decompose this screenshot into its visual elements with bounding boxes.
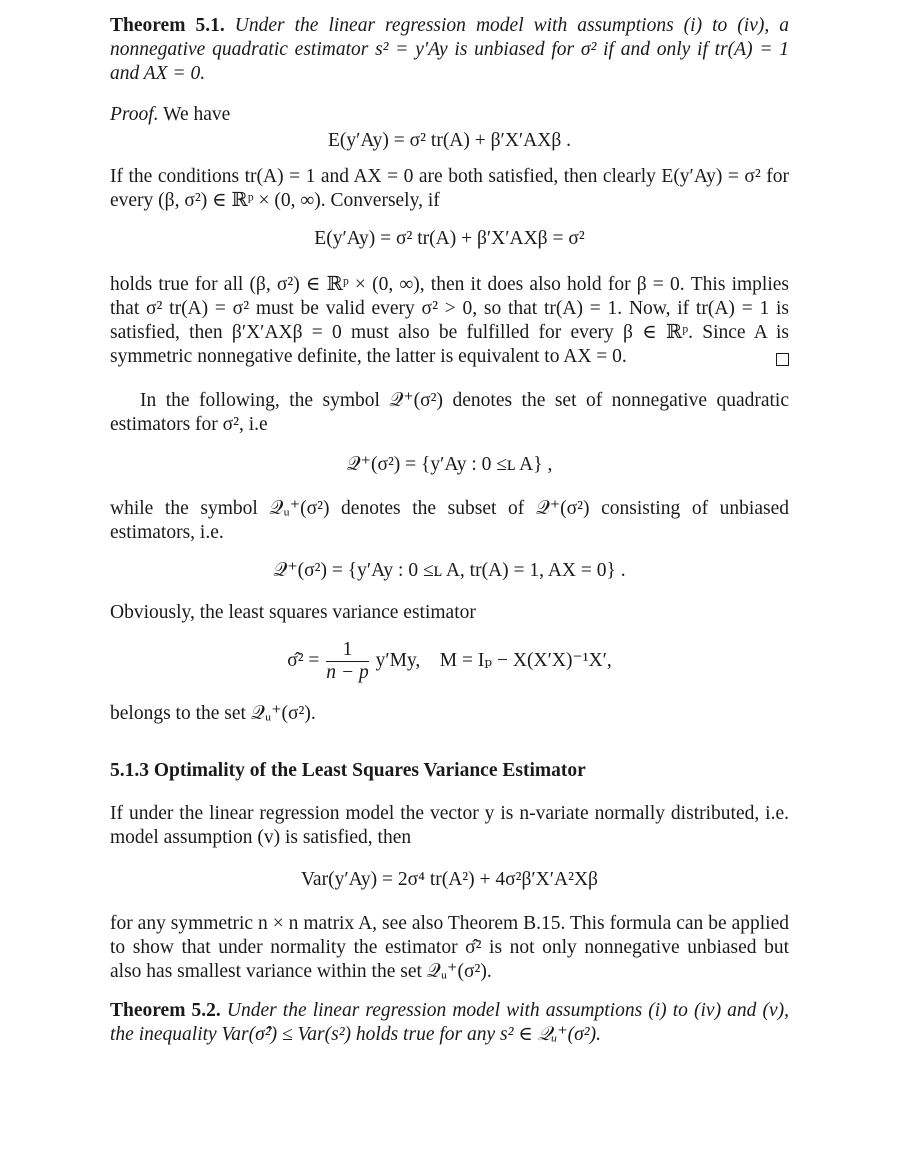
section-heading: 5.1.3 Optimality of the Least Squares Variance Estimator <box>110 760 586 781</box>
proof-intro <box>110 103 789 127</box>
fraction-numerator: 1 <box>326 639 368 662</box>
sigma-hat-lhs: σ̂² = <box>287 649 320 671</box>
theorem-5-1 <box>110 14 789 86</box>
paragraph-q-plus-definition: In the following, the symbol 𝒬⁺(σ²) denotes the set of nonnegative quadratic estimators for σ², i.e <box>110 390 789 435</box>
theorem-label: Theorem 5.1. <box>110 15 225 36</box>
section-paragraph-1: If under the linear regression model the vector y is n-variate normally distributed, i.e. model assumption (v) is satisfied, then <box>110 803 789 848</box>
equation-q-plus: 𝒬⁺(σ²) = {y′Ay : 0 ≤ʟ A} , <box>346 454 553 475</box>
section-paragraph-2: for any symmetric n × n matrix A, see also Theorem B.15. This formula can be applied to show that under normality the estimator σ̂² is not only nonnegative unbiased but also has smallest variance within the set 𝒬ᵤ⁺(σ²). <box>110 913 789 982</box>
paragraph-q-u-plus-definition: while the symbol 𝒬ᵤ⁺(σ²) denotes the subset of 𝒬⁺(σ²) consisting of unbiased estimators, i.e. <box>110 498 789 543</box>
qed-box-icon <box>776 353 789 366</box>
theorem-2-statement: Under the linear regression model with assumptions (i) to (iv) and (v), the inequality Var(σ̂²) ≤ Var(s²) holds true for any s² ∈ 𝒬ᵤ⁺(σ²). <box>110 1000 789 1045</box>
proof-label: Proof. <box>110 104 159 125</box>
fraction <box>326 639 368 684</box>
equation-expectation-condition: E(y′Ay) = σ² tr(A) + β′X′AXβ = σ² <box>314 228 585 249</box>
equation-q-u-plus: 𝒬⁺(σ²) = {y′Ay : 0 ≤ʟ A, tr(A) = 1, AX = 0} . <box>273 560 626 581</box>
proof-paragraph-1: If the conditions tr(A) = 1 and AX = 0 are both satisfied, then clearly E(y′Ay) = σ² for every (β, σ²) ∈ ℝᵖ × (0, ∞). Conversely, if <box>110 166 789 211</box>
theorem-statement: Under the linear regression model with assumptions (i) to (iv), a nonnegative quadratic estimator s² = y′Ay is unbiased for σ² if and only if tr(A) = 1 and AX = 0. <box>110 15 789 84</box>
proof-intro-text: We have <box>163 104 231 125</box>
paragraph-belongs: belongs to the set 𝒬ᵤ⁺(σ²). <box>110 703 316 724</box>
equation-sigma-hat <box>110 639 789 684</box>
paragraph-least-squares: Obviously, the least squares variance estimator <box>110 602 476 623</box>
equation-variance: Var(y′Ay) = 2σ⁴ tr(A²) + 4σ²β′X′A²Xβ <box>301 869 598 890</box>
theorem-5-2 <box>110 999 789 1047</box>
equation-expectation: E(y′Ay) = σ² tr(A) + β′X′AXβ . <box>327 130 572 151</box>
fraction-denominator: n − p <box>326 662 369 683</box>
theorem-2-label: Theorem 5.2. <box>110 1000 221 1021</box>
sigma-hat-rhs: y′My, M = Iₚ − X(X′X)⁻¹X′, <box>375 649 612 671</box>
proof-paragraph-2 <box>110 273 789 369</box>
proof-paragraph-2-text: holds true for all (β, σ²) ∈ ℝᵖ × (0, ∞), then it does also hold for β = 0. This implies that σ² tr(A) = σ² must be valid every σ² > 0, so that tr(A) = 1. Now, if tr(A) = 1 is satisfied, then β′X′AXβ = 0 must also be fulfilled for every β ∈ ℝᵖ. Since A is symmetric nonnegative definite, the latter is equivalent to AX = 0. <box>110 274 789 367</box>
